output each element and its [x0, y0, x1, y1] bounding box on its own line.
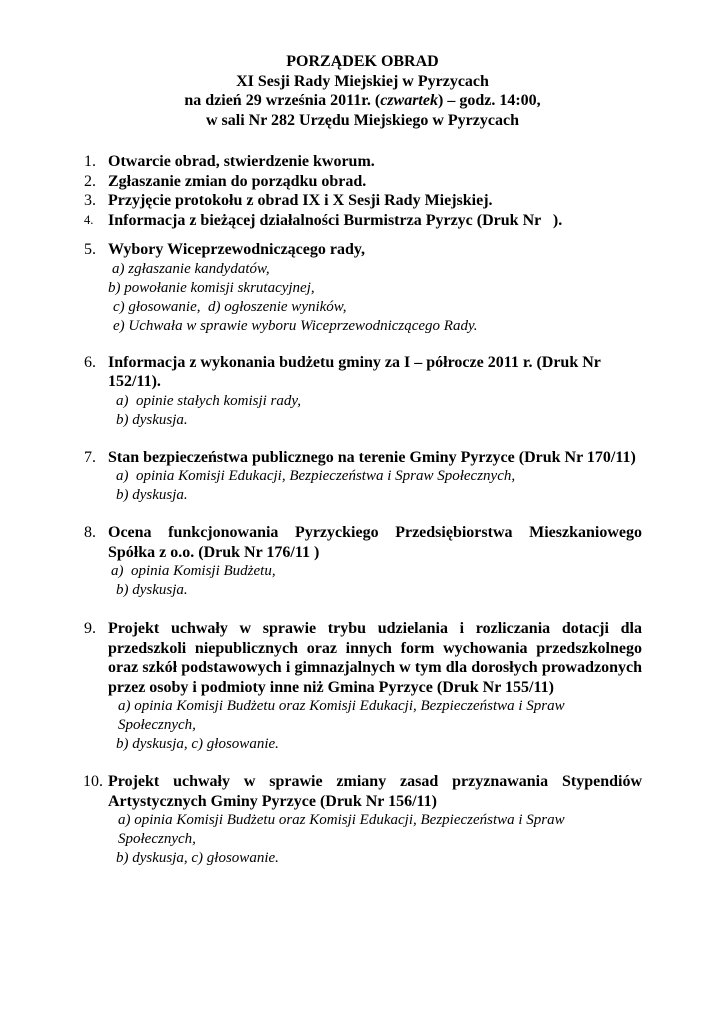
sub-item: b) dyskusja.	[116, 411, 188, 428]
header-date	[0, 91, 725, 111]
header-location: w sali Nr 282 Urzędu Miejskiego w Pyrzycach	[206, 111, 519, 129]
item-number: 4.	[84, 212, 94, 227]
item-number: 3.	[84, 192, 96, 209]
item-number: 6.	[84, 353, 96, 371]
header-session: XI Sesji Rady Miejskiej w Pyrzycach	[236, 72, 489, 90]
item-number: 2.	[84, 172, 96, 190]
sub-item: b) powołanie komisji skrutacyjnej,	[108, 279, 315, 296]
agenda-item-1	[84, 152, 642, 172]
item-title: Wybory Wiceprzewodniczącego rady,	[108, 241, 365, 258]
item-title: Projekt uchwały w sprawie trybu udzielania i rozliczania dotacji dla przedszkoli niepublicznych oraz innych form wychowania przedszkolnego oraz szkół podstawowych i gimnazjalnych w tym dla dorosłych prowadzonych przez osoby i podmioty inne niż Gmina Pyrzyce (Druk Nr 155/11)	[108, 620, 642, 696]
item-title: Zgłaszanie zmian do porządku obrad.	[108, 172, 367, 190]
agenda-item-4	[84, 211, 642, 231]
item-title: Przyjęcie protokołu z obrad IX i X Sesji Rady Miejskiej.	[108, 192, 493, 209]
document-header	[0, 52, 725, 130]
sub-item: a) opinia Komisji Budżetu,	[111, 563, 276, 579]
sub-item: b) dyskusja, c) głosowanie.	[116, 850, 279, 866]
agenda-item-9	[84, 619, 642, 754]
item-number: 10.	[83, 773, 103, 790]
item-number: 9.	[84, 620, 96, 637]
header-title: PORZĄDEK OBRAD	[286, 53, 439, 70]
sub-item: b) dyskusja, c) głosowanie.	[116, 736, 279, 752]
item-title: Projekt uchwały w sprawie zmiany zasad przyznawania Stypendiów Artystycznych Gminy Pyrzyce (Druk Nr 156/11)	[108, 773, 642, 810]
sub-item: a) opinia Komisji Budżetu oraz Komisji Edukacji, Bezpieczeństwa i Spraw Społecznych,	[118, 812, 565, 847]
sub-item: c) głosowanie, d) ogłoszenie wyników,	[113, 298, 347, 315]
item-title: Otwarcie obrad, stwierdzenie kworum.	[108, 153, 375, 170]
header-time: ) – godz. 14:00,	[437, 92, 541, 109]
item-number: 7.	[84, 448, 96, 466]
sub-item: a) opinia Komisji Edukacji, Bezpieczeństwa i Spraw Społecznych,	[116, 468, 516, 484]
sub-item: a) opinie stałych komisji rady,	[116, 392, 301, 409]
item-title: Informacja z wykonania budżetu gminy za I – półrocze 2011 r. (Druk Nr 152/11).	[108, 353, 601, 390]
agenda-list	[84, 152, 642, 868]
header-date-text: na dzień 29 września 2011r. (	[184, 92, 381, 109]
agenda-item-7	[84, 448, 642, 506]
item-number: 5.	[84, 241, 96, 258]
sub-item: a) opinia Komisji Budżetu oraz Komisji Edukacji, Bezpieczeństwa i Spraw Społecznych,	[118, 698, 565, 733]
sub-item: a) zgłaszanie kandydatów,	[112, 260, 270, 277]
agenda-item-2	[84, 172, 642, 192]
sub-item: b) dyskusja.	[116, 582, 188, 598]
header-weekday: czwartek	[380, 92, 438, 109]
agenda-item-5	[84, 240, 642, 336]
item-number: 1.	[84, 153, 96, 170]
agenda-item-8	[84, 523, 642, 600]
agenda-item-6	[84, 353, 642, 430]
item-title: Ocena funkcjonowania Pyrzyckiego Przedsiębiorstwa Mieszkaniowego Spółka z o.o. (Druk Nr 176/11 )	[108, 524, 642, 561]
agenda-item-3	[84, 191, 642, 211]
sub-item: b) dyskusja.	[116, 487, 188, 503]
sub-item: e) Uchwała w sprawie wyboru Wiceprzewodniczącego Rady.	[113, 317, 478, 334]
item-title: Informacja z bieżącej działalności Burmistrza Pyrzyc (Druk Nr ).	[108, 211, 563, 229]
agenda-item-10	[84, 772, 642, 868]
item-number: 8.	[84, 524, 96, 541]
item-title: Stan bezpieczeństwa publicznego na terenie Gminy Pyrzyce (Druk Nr 170/11)	[108, 448, 636, 466]
